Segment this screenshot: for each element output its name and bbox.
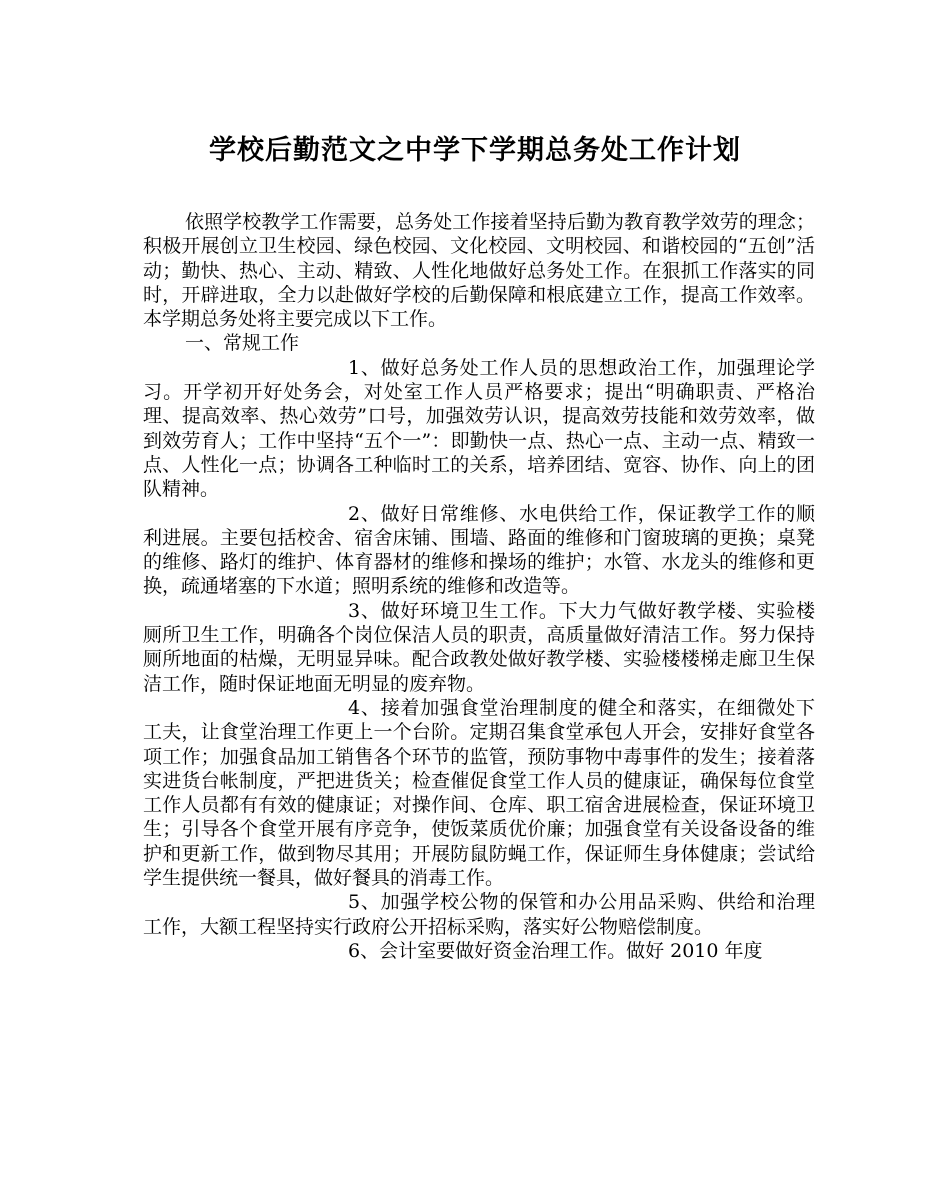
document-title: 学校后勤范文之中学下学期总务处工作计划 xyxy=(209,135,741,166)
plan-item: 4、接着加强食堂治理制度的健全和落实，在细微处下工夫，让食堂治理工作更上一个台阶。定期召集食堂承包人开会，安排好食堂各项工作；加强食品加工销售各个环节的监管，预防事物中毒事件的发生；接着落实进货台帐制度，严把进货关；检查催促食堂工作人员的健康证，确保每位食堂工作人员都有有效的健康证；对操作间、仓库、职工宿舍进展检查，保证环境卫生；引导各个食堂开展有序竞争，使饭菜质优价廉；加强食堂有关设备设备的维护和更新工作，做到物尽其用；开展防鼠防蝇工作，保证师生身体健康；尝试给学生提供统一餐具，做好餐具的消毒工作。 xyxy=(143,696,815,890)
plan-item: 2、做好日常维修、水电供给工作，保证教学工作的顺利进展。主要包括校舍、宿舍床铺、围墙、路面的维修和门窗玻璃的更换；桌凳的维修、路灯的维护、体育器材的维修和操场的维护；水管、水龙头的维修和更换，疏通堵塞的下水道；照明系统的维修和改造等。 xyxy=(143,502,815,598)
section-heading: 一、常规工作 xyxy=(185,332,300,355)
document-body xyxy=(143,210,815,963)
plan-item: 1、做好总务处工作人员的思想政治工作，加强理论学习。开学初开好处务会，对处室工作人员严格要求；提出“明确职责、严格治理、提高效率、热心效劳”口号，加强效劳认识，提高效劳技能和效劳效率，做到效劳育人；工作中坚持“五个一”：即勤快一点、热心一点、主动一点、精致一点、人性化一点；协调各工种临时工的关系，培养团结、宽容、协作、向上的团队精神。 xyxy=(143,356,815,501)
intro-paragraph: 依照学校教学工作需要，总务处工作接着坚持后勤为教育教学效劳的理念；积极开展创立卫生校园、绿色校园、文化校园、文明校园、和谐校园的“五创”活动；勤快、热心、主动、精致、人性化地做好总务处工作。在狠抓工作落实的同时，开辟进取，全力以赴做好学校的后勤保障和根底建立工作，提高工作效率。本学期总务处将主要完成以下工作。 xyxy=(143,211,815,331)
plan-item: 5、加强学校公物的保管和办公用品采购、供给和治理工作，大额工程坚持实行政府公开招标采购，落实好公物赔偿制度。 xyxy=(143,891,815,938)
plan-item: 3、做好环境卫生工作。下大力气做好教学楼、实验楼厕所卫生工作，明确各个岗位保洁人员的职责，高质量做好清洁工作。努力保持厕所地面的枯燥，无明显异味。配合政教处做好教学楼、实验楼楼梯走廊卫生保洁工作，随时保证地面无明显的废弃物。 xyxy=(143,599,815,695)
plan-item: 6、会计室要做好资金治理工作。做好 2010 年度 xyxy=(348,939,763,962)
